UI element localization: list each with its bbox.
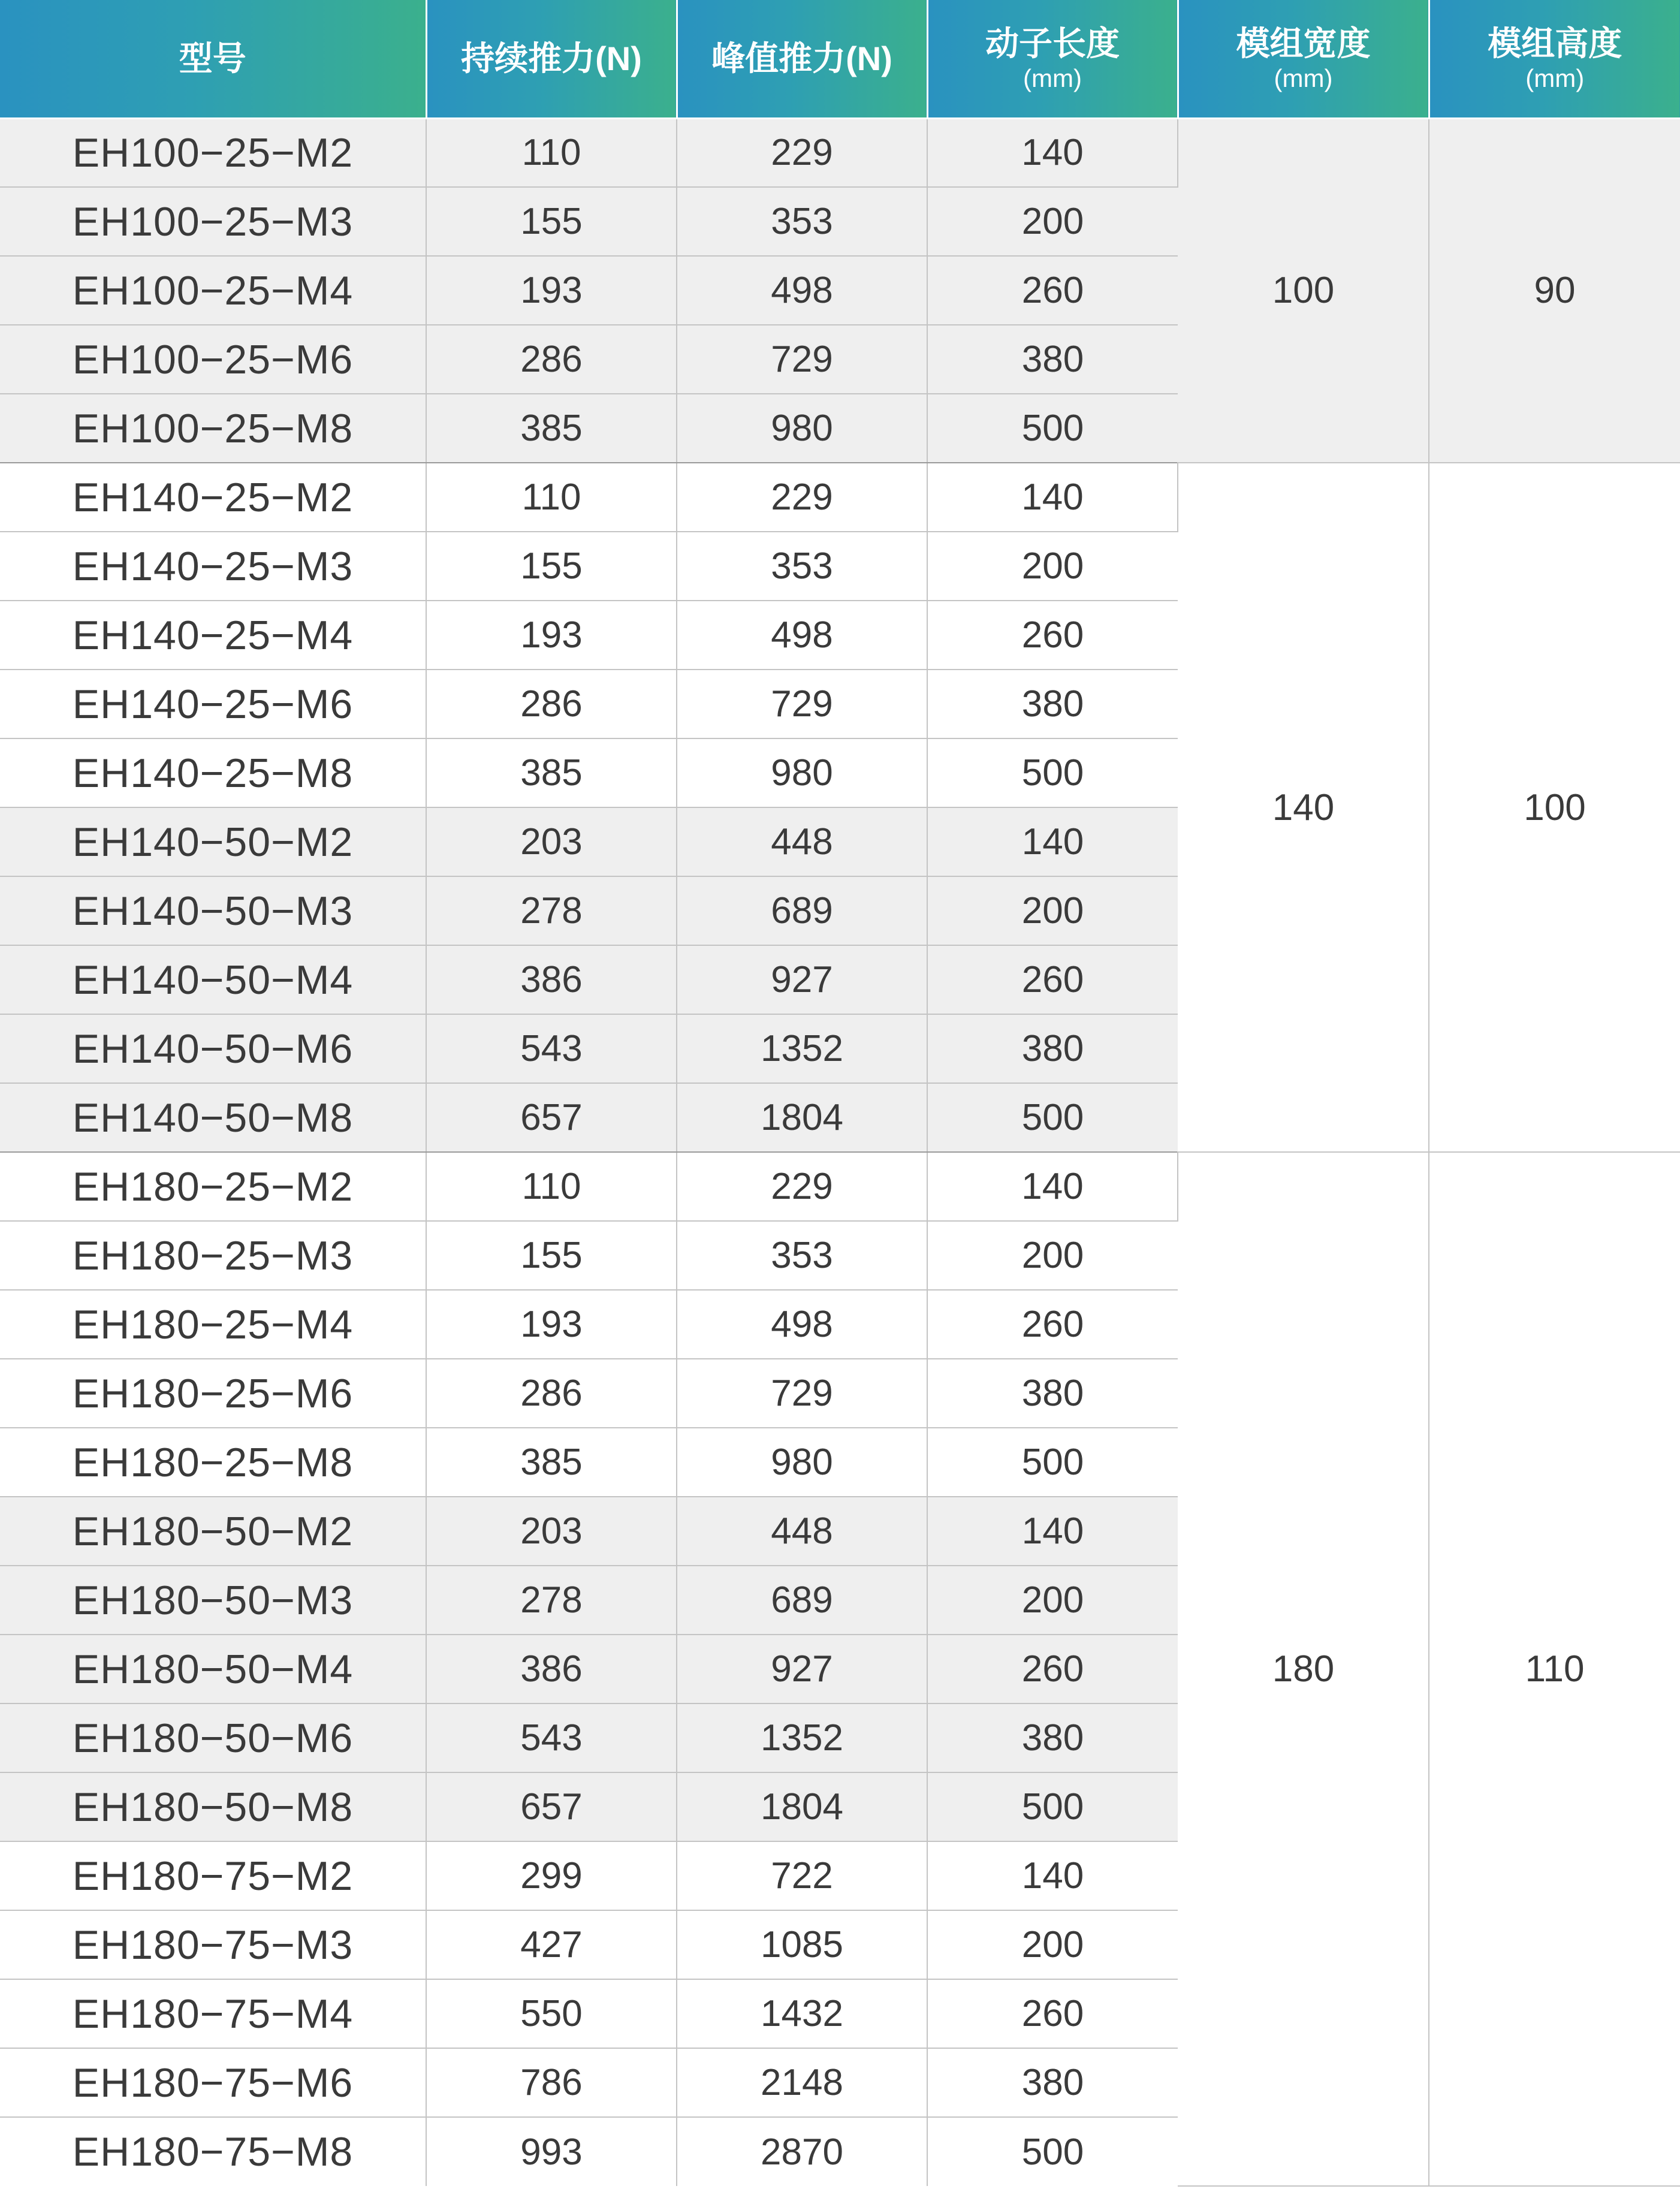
- continuous-force-cell: 427: [426, 1910, 677, 1979]
- mover-length-cell: 200: [927, 1566, 1178, 1635]
- peak-force-cell: 689: [677, 1566, 927, 1635]
- header-module-width-unit: (mm): [1274, 64, 1333, 92]
- peak-force-cell: 729: [677, 670, 927, 738]
- continuous-force-cell: 110: [426, 1152, 677, 1221]
- module-width-cell: 180: [1178, 1152, 1429, 2186]
- header-module-width-label: 模组宽度: [1236, 24, 1371, 62]
- model-cell: EH140−50−M6: [0, 1014, 426, 1083]
- mover-length-cell: 380: [927, 1359, 1178, 1428]
- model-cell: EH180−50−M3: [0, 1566, 426, 1635]
- model-cell: EH180−75−M2: [0, 1841, 426, 1910]
- continuous-force-cell: 299: [426, 1841, 677, 1910]
- table-row: [0, 118, 1680, 187]
- mover-length-cell: 500: [927, 1428, 1178, 1497]
- peak-force-cell: 1085: [677, 1910, 927, 1979]
- model-cell: EH180−25−M4: [0, 1290, 426, 1359]
- peak-force-cell: 2870: [677, 2117, 927, 2186]
- peak-force-cell: 498: [677, 256, 927, 325]
- header-continuous-force: [426, 0, 677, 118]
- peak-force-cell: 722: [677, 1841, 927, 1910]
- continuous-force-cell: 155: [426, 187, 677, 256]
- continuous-force-cell: 193: [426, 1290, 677, 1359]
- peak-force-cell: 353: [677, 1221, 927, 1290]
- peak-force-cell: 353: [677, 187, 927, 256]
- model-cell: EH140−25−M6: [0, 670, 426, 738]
- continuous-force-cell: 657: [426, 1083, 677, 1152]
- continuous-force-cell: 286: [426, 325, 677, 394]
- peak-force-cell: 448: [677, 807, 927, 876]
- continuous-force-cell: 385: [426, 1428, 677, 1497]
- mover-length-cell: 140: [927, 118, 1178, 187]
- mover-length-cell: 260: [927, 256, 1178, 325]
- model-cell: EH180−50−M4: [0, 1635, 426, 1703]
- peak-force-cell: 229: [677, 463, 927, 532]
- peak-force-cell: 980: [677, 1428, 927, 1497]
- model-cell: EH180−75−M8: [0, 2117, 426, 2186]
- mover-length-cell: 260: [927, 1635, 1178, 1703]
- mover-length-cell: 140: [927, 807, 1178, 876]
- continuous-force-cell: 385: [426, 394, 677, 463]
- mover-length-cell: 140: [927, 1841, 1178, 1910]
- mover-length-cell: 200: [927, 187, 1178, 256]
- peak-force-cell: 1804: [677, 1772, 927, 1841]
- mover-length-cell: 200: [927, 1221, 1178, 1290]
- peak-force-cell: 498: [677, 1290, 927, 1359]
- header-module-height-unit: (mm): [1525, 64, 1585, 92]
- continuous-force-cell: 203: [426, 1497, 677, 1566]
- peak-force-cell: 729: [677, 325, 927, 394]
- continuous-force-cell: 550: [426, 1979, 677, 2048]
- peak-force-cell: 498: [677, 601, 927, 670]
- continuous-force-cell: 193: [426, 256, 677, 325]
- continuous-force-cell: 286: [426, 670, 677, 738]
- model-cell: EH180−75−M6: [0, 2048, 426, 2117]
- table-row: [0, 463, 1680, 532]
- continuous-force-cell: 286: [426, 1359, 677, 1428]
- model-cell: EH180−25−M8: [0, 1428, 426, 1497]
- model-cell: EH100−25−M8: [0, 394, 426, 463]
- peak-force-cell: 229: [677, 118, 927, 187]
- header-module-height-label: 模组高度: [1488, 24, 1622, 62]
- mover-length-cell: 260: [927, 1290, 1178, 1359]
- module-width-cell: 140: [1178, 463, 1429, 1152]
- model-cell: EH140−50−M2: [0, 807, 426, 876]
- model-cell: EH180−50−M8: [0, 1772, 426, 1841]
- mover-length-cell: 380: [927, 2048, 1178, 2117]
- peak-force-cell: 980: [677, 394, 927, 463]
- mover-length-cell: 260: [927, 601, 1178, 670]
- continuous-force-cell: 278: [426, 876, 677, 945]
- continuous-force-cell: 110: [426, 118, 677, 187]
- peak-force-cell: 229: [677, 1152, 927, 1221]
- mover-length-cell: 500: [927, 1772, 1178, 1841]
- model-cell: EH140−50−M8: [0, 1083, 426, 1152]
- continuous-force-cell: 278: [426, 1566, 677, 1635]
- peak-force-cell: 1352: [677, 1014, 927, 1083]
- header-module-height: [1429, 0, 1680, 118]
- continuous-force-cell: 155: [426, 1221, 677, 1290]
- peak-force-cell: 2148: [677, 2048, 927, 2117]
- mover-length-cell: 140: [927, 463, 1178, 532]
- table-row: [0, 1152, 1680, 1221]
- table-header: [0, 0, 1680, 118]
- model-cell: EH140−50−M3: [0, 876, 426, 945]
- continuous-force-cell: 203: [426, 807, 677, 876]
- model-cell: EH180−25−M3: [0, 1221, 426, 1290]
- mover-length-cell: 140: [927, 1152, 1178, 1221]
- mover-length-cell: 380: [927, 1703, 1178, 1772]
- continuous-force-cell: 993: [426, 2117, 677, 2186]
- continuous-force-cell: 385: [426, 738, 677, 807]
- mover-length-cell: 500: [927, 2117, 1178, 2186]
- header-peak-force-label: 峰值推力(N): [711, 39, 892, 77]
- header-peak-force: [677, 0, 927, 118]
- module-height-cell: 110: [1429, 1152, 1680, 2186]
- continuous-force-cell: 543: [426, 1703, 677, 1772]
- model-cell: EH100−25−M2: [0, 118, 426, 187]
- model-cell: EH180−50−M6: [0, 1703, 426, 1772]
- mover-length-cell: 380: [927, 670, 1178, 738]
- continuous-force-cell: 110: [426, 463, 677, 532]
- mover-length-cell: 500: [927, 738, 1178, 807]
- peak-force-cell: 980: [677, 738, 927, 807]
- model-cell: EH100−25−M6: [0, 325, 426, 394]
- model-cell: EH140−25−M4: [0, 601, 426, 670]
- peak-force-cell: 1352: [677, 1703, 927, 1772]
- model-cell: EH140−25−M8: [0, 738, 426, 807]
- peak-force-cell: 353: [677, 532, 927, 601]
- model-cell: EH140−50−M4: [0, 945, 426, 1014]
- peak-force-cell: 927: [677, 945, 927, 1014]
- table-body: [0, 118, 1680, 2186]
- mover-length-cell: 260: [927, 945, 1178, 1014]
- header-mover-length-label: 动子长度: [985, 24, 1120, 62]
- peak-force-cell: 729: [677, 1359, 927, 1428]
- header-continuous-force-label: 持续推力(N): [461, 39, 642, 77]
- continuous-force-cell: 193: [426, 601, 677, 670]
- model-cell: EH140−25−M2: [0, 463, 426, 532]
- mover-length-cell: 200: [927, 1910, 1178, 1979]
- header-mover-length: [927, 0, 1178, 118]
- peak-force-cell: 1804: [677, 1083, 927, 1152]
- model-cell: EH180−75−M3: [0, 1910, 426, 1979]
- continuous-force-cell: 657: [426, 1772, 677, 1841]
- module-width-cell: 100: [1178, 118, 1429, 463]
- model-cell: EH180−75−M4: [0, 1979, 426, 2048]
- peak-force-cell: 927: [677, 1635, 927, 1703]
- header-row: [0, 0, 1680, 118]
- header-model: [0, 0, 426, 118]
- continuous-force-cell: 786: [426, 2048, 677, 2117]
- model-cell: EH180−25−M6: [0, 1359, 426, 1428]
- mover-length-cell: 200: [927, 532, 1178, 601]
- mover-length-cell: 200: [927, 876, 1178, 945]
- header-mover-length-unit: (mm): [1023, 64, 1082, 92]
- peak-force-cell: 448: [677, 1497, 927, 1566]
- mover-length-cell: 500: [927, 1083, 1178, 1152]
- module-height-cell: 100: [1429, 463, 1680, 1152]
- model-cell: EH140−25−M3: [0, 532, 426, 601]
- continuous-force-cell: 543: [426, 1014, 677, 1083]
- continuous-force-cell: 386: [426, 1635, 677, 1703]
- model-cell: EH100−25−M3: [0, 187, 426, 256]
- peak-force-cell: 1432: [677, 1979, 927, 2048]
- model-cell: EH100−25−M4: [0, 256, 426, 325]
- peak-force-cell: 689: [677, 876, 927, 945]
- model-cell: EH180−50−M2: [0, 1497, 426, 1566]
- continuous-force-cell: 386: [426, 945, 677, 1014]
- mover-length-cell: 140: [927, 1497, 1178, 1566]
- mover-length-cell: 260: [927, 1979, 1178, 2048]
- model-cell: EH180−25−M2: [0, 1152, 426, 1221]
- module-height-cell: 90: [1429, 118, 1680, 463]
- header-model-label: 型号: [179, 39, 246, 77]
- mover-length-cell: 380: [927, 1014, 1178, 1083]
- header-module-width: [1178, 0, 1429, 118]
- mover-length-cell: 380: [927, 325, 1178, 394]
- mover-length-cell: 500: [927, 394, 1178, 463]
- continuous-force-cell: 155: [426, 532, 677, 601]
